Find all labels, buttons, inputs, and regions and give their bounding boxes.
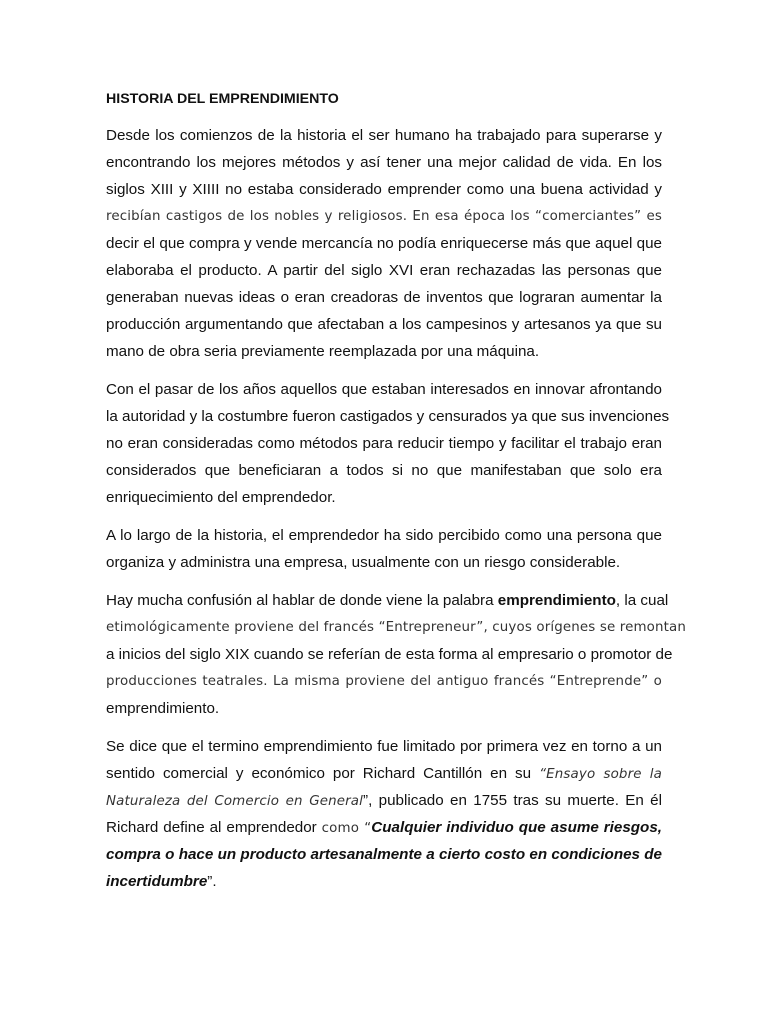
paragraph-line (106, 868, 662, 895)
paragraph-line: generaban nuevas ideas o eran creadoras de inventos que lograran aumentar la (106, 289, 662, 306)
paragraph-line: emprendimiento. (106, 700, 220, 717)
paragraph-line (106, 203, 662, 230)
paragraph-line: Con el pasar de los años aquellos que estaban interesados en innovar afrontando (106, 381, 662, 398)
paragraph-1 (106, 122, 662, 365)
text-run: sentido comercial y económico por Richard Cantillón en su (106, 765, 540, 782)
paragraph-4 (106, 587, 687, 722)
paragraph-2 (106, 376, 670, 511)
paragraph-line (106, 587, 669, 614)
paragraph-line: la autoridad y la costumbre fueron castigados y censurados ya que sus invenciones (106, 408, 670, 425)
paragraph-line: encontrando los mejores métodos y así tener una mejor calidad de vida. En los (106, 154, 662, 171)
text-run: , la cual (615, 592, 669, 609)
quote-run: Cualquier individuo que asume riesgos, (371, 819, 662, 836)
paragraph-line: a inicios del siglo XIX cuando se referían de esta forma al empresario o promotor de (106, 646, 673, 663)
paragraph-5 (106, 733, 662, 895)
text-run: recibían castigos de los nobles y religiosos. En esa época los “comerciantes” (106, 209, 642, 224)
paragraph-line: producciones teatrales. La misma proviene del antiguo francés “Entreprende” o (106, 674, 662, 689)
text-run: es (641, 209, 663, 224)
document-title: HISTORIA DEL EMPRENDIMIENTO (106, 91, 339, 107)
paragraph-line: siglos XIII y XIIII no estaba considerado emprender como una buena actividad y (106, 181, 662, 198)
paragraph-line: no eran consideradas como métodos para reducir tiempo y facilitar el trabajo eran (106, 435, 662, 452)
paragraph-line: considerados que beneficiaran a todos si no que manifestaban que solo era (106, 462, 662, 479)
text-run: Richard define al emprendedor (106, 819, 322, 836)
quote-run: incertidumbre (106, 873, 208, 890)
paragraph-line: A lo largo de la historia, el emprendedor ha sido percibido como una persona que (106, 527, 662, 544)
bold-term: emprendimiento (497, 592, 616, 609)
paragraph-line: producción argumentando que afectaban a los campesinos y artesanos ya que su (106, 316, 662, 333)
paragraph-line: Se dice que el termino emprendimiento fue limitado por primera vez en torno a un (106, 738, 662, 755)
paragraph-line: mano de obra seria previamente reemplazada por una máquina. (106, 343, 540, 360)
paragraph-line: enriquecimiento del emprendedor. (106, 489, 336, 506)
paragraph-line: organiza y administra una empresa, usualmente con un riesgo considerable. (106, 554, 621, 571)
document-page (106, 88, 687, 906)
italic-title-run: “Ensayo sobre la (539, 767, 663, 782)
paragraph-line: elaboraba el producto. A partir del siglo XVI eran rechazadas las personas que (106, 262, 662, 279)
text-run: ”, publicado en 1755 tras su muerte. En él (363, 792, 662, 809)
paragraph-line: Desde los comienzos de la historia el ser humano ha trabajado para superarse y (106, 127, 662, 144)
paragraph-line: decir el que compra y vende mercancía no podía enriquecerse más que aquel que (106, 235, 662, 252)
paragraph-3 (106, 522, 662, 576)
paragraph-line: etimológicamente proviene del francés “Entrepreneur”, cuyos orígenes se remontan (106, 620, 687, 635)
text-run: Hay mucha confusión al hablar de donde viene la palabra (106, 592, 498, 609)
text-run: ”. (207, 873, 217, 890)
text-run: como “ (321, 821, 372, 836)
paragraph-line (106, 787, 662, 814)
italic-title-run: Naturaleza del Comercio en General (106, 794, 364, 809)
paragraph-line: compra o hace un producto artesanalmente a cierto costo en condiciones de (106, 846, 662, 863)
paragraph-line (106, 814, 662, 841)
paragraph-line (106, 760, 662, 787)
